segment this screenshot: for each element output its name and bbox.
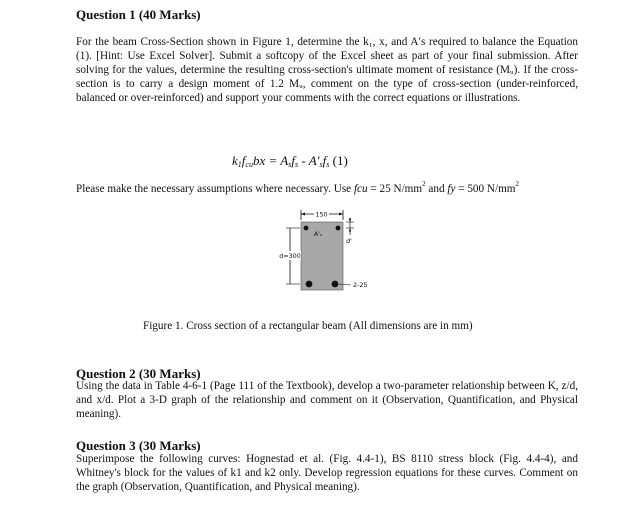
fcu-exponent: 2 <box>422 180 426 188</box>
question-1-body: For the beam Cross-Section shown in Figure 1, determine the k₁, x, and A′s required to balance the Equation (1). [Hint: Use Excel Solver]. Submit a softcopy of the Excel sheet as part of your final submission. After solving for the values, determine the resulting cross-section's ultimate moment of resistance (Mᵤ). If the cross-section is to carry a design moment of 1.2 Mᵤ, comment on the type of cross-section (under-reinforced, balanced or over-reinforced) and support your comments with the correct equations or illustrations. <box>76 36 578 104</box>
top-bar-left <box>304 226 309 231</box>
cover-arrow-down-icon <box>349 219 351 223</box>
width-arrow-left-icon <box>301 213 305 216</box>
eq-f2: f <box>291 153 295 168</box>
assumptions-line <box>76 180 519 195</box>
figure-caption: Figure 1. Cross section of a rectangular beam (All dimensions are in mm) <box>143 320 473 332</box>
compression-steel-label: A'ₛ <box>313 230 323 238</box>
question-1-title: Question 1 (40 Marks) <box>76 7 201 22</box>
equation-1 <box>232 153 348 169</box>
cover-arrow-up-icon <box>349 228 351 232</box>
eq-minus-as: - A′ <box>298 153 320 168</box>
eq-k: k <box>232 153 238 168</box>
question-3-title: Question 3 (30 Marks) <box>76 438 201 453</box>
eq-number: (1) <box>329 153 348 168</box>
bottom-bar-left <box>306 281 313 288</box>
eq-bx: bx = A <box>252 153 289 168</box>
eq-fs2-sub: s <box>326 160 330 169</box>
fy-value: = 500 N/mm <box>455 183 516 195</box>
width-label: 150 <box>315 210 328 219</box>
eq-as-sub: s <box>288 160 292 169</box>
eq-as2-sub: s <box>319 160 323 169</box>
depth-label: d=300 <box>279 252 301 260</box>
assumptions-and: and <box>425 183 448 195</box>
fy-symbol: fy <box>447 183 456 195</box>
width-arrow-right-icon <box>339 213 343 216</box>
cover-label: d' <box>346 237 352 245</box>
fcu-value: = 25 N/mm <box>367 183 423 195</box>
fcu-symbol: fcu <box>353 183 368 195</box>
tension-bars-label: 2-25 <box>353 281 368 289</box>
fy-exponent: 2 <box>515 180 519 188</box>
eq-f3: f <box>322 153 327 168</box>
eq-fs-sub: s <box>294 160 299 169</box>
eq-f-sub: cu <box>245 160 253 169</box>
eq-k-sub: 1 <box>237 160 242 169</box>
eq-f: f <box>241 153 246 168</box>
assumptions-prefix: Please make the necessary assumptions where necessary. Use <box>76 183 354 195</box>
question-2-body: Using the data in Table 4-6-1 (Page 111 of the Textbook), develop a two-parameter relationship between K, z/d, and x/d. Plot a 3-D graph of the relationship and comment on it (Observation, Quantification, and Physical meaning). <box>76 380 578 420</box>
beam-cross-section-figure <box>273 205 373 295</box>
question-3-body: Superimpose the following curves: Hognestad et al. (Fig. 4.4-1), BS 8110 stress block (Fig. 4.4-4), and Whitney's block for the values of k1 and k2 only. Develop regression equations for these curves. Comment on the graph (Observation, Quantification, and Physical meaning). <box>76 453 578 493</box>
top-bar-right <box>336 226 341 231</box>
question-2-title: Question 2 (30 Marks) <box>76 366 201 381</box>
bottom-bar-right <box>332 281 339 288</box>
